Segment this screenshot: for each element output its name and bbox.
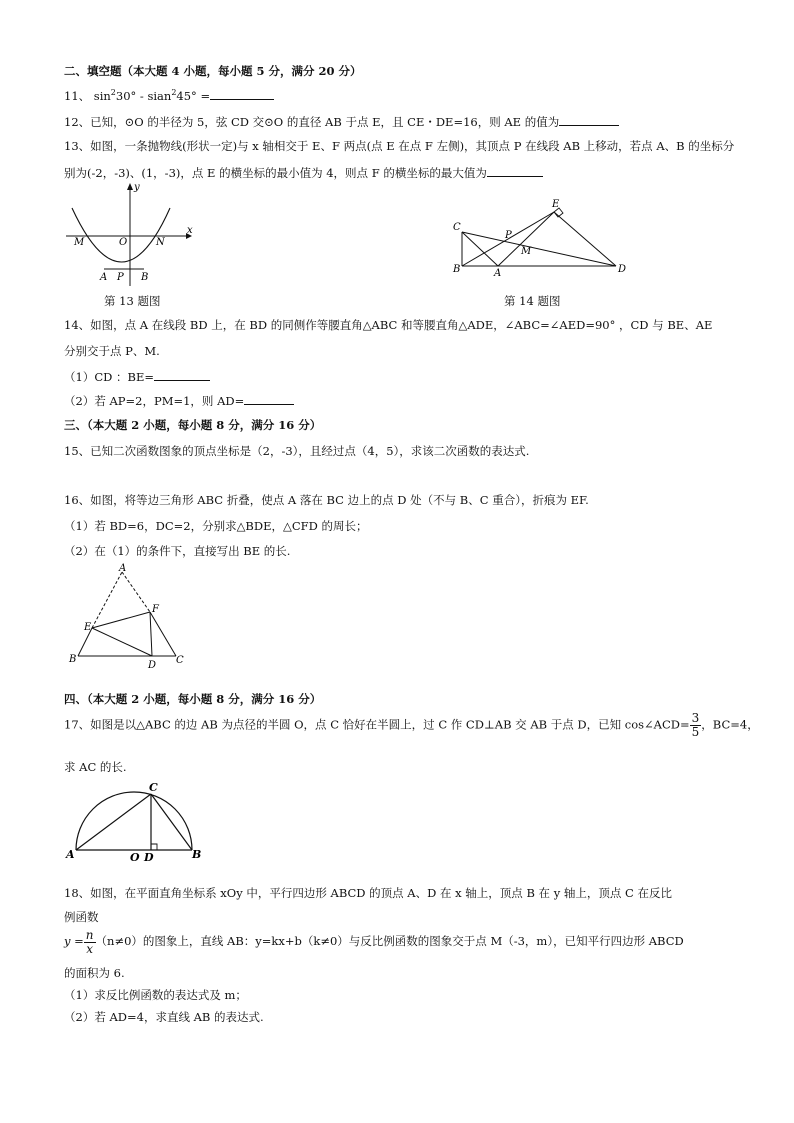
fig13-label-B: B	[141, 272, 149, 283]
fig14-label-C: C	[453, 222, 461, 233]
q14-sub-2-blank[interactable]	[244, 393, 294, 405]
fig14-label-E: E	[552, 199, 560, 210]
question-12	[64, 114, 619, 129]
fig13-label-x: x	[187, 225, 193, 236]
q16-sub-2: （2）在（1）的条件下，直接写出 BE 的长.	[64, 544, 291, 558]
q14-line-1: 14、如图，点 A 在线段 BD 上，在 BD 的同侧作等腰直角△ABC 和等腰直角△ADE，∠ABC=∠AED=90° ，CD 与 BE、AE	[64, 318, 713, 332]
q16-sub-1: （1）若 BD=6，DC=2，分别求△BDE，△CFD 的周长；	[64, 519, 368, 533]
figure-13-caption: 第 13 题图	[104, 294, 161, 308]
fig17-label-O: O	[130, 851, 140, 862]
fig16-label-E: E	[84, 622, 92, 633]
q13-line-2: 别为(-2，-3)、(1，-3)，点 E 的横坐标的最小值为 4，则点 F 的横坐标的最大值为	[64, 166, 487, 180]
q17-line-2: 求 AC 的长.	[64, 760, 127, 774]
fig13-label-P: P	[117, 272, 124, 283]
q18-line-1: 18、如图，在平面直角坐标系 xOy 中，平行四边形 ABCD 的顶点 A、D 在 x 轴上，顶点 B 在 y 轴上，顶点 C 在反比	[64, 886, 672, 900]
q17-line-1-wrap	[64, 712, 759, 739]
q13-answer-blank[interactable]	[487, 165, 543, 177]
fig13-label-y: y	[134, 182, 140, 193]
q11-suffix: 45° =	[176, 89, 211, 103]
fig14-label-P: P	[505, 230, 512, 241]
q13-line-1: 13、如图，一条抛物线(形状一定)与 x 轴相交于 E、F 两点(点 E 在点 F 左侧)，其顶点 P 在线段 AB 上移动，若点 A、B 的坐标分	[64, 139, 735, 153]
q14-sub-2-wrap	[64, 393, 294, 408]
q18-formula-den: x	[86, 941, 94, 956]
q18-formula-fraction	[84, 929, 96, 956]
figure-14-caption: 第 14 题图	[504, 294, 561, 308]
fig13-label-N: N	[156, 237, 165, 248]
q17-after-fraction: ，BC=4，	[701, 717, 759, 732]
fig14-label-D: D	[618, 264, 627, 275]
fig17-label-B: B	[192, 848, 202, 861]
fig16-label-C: C	[176, 655, 184, 666]
fig17-label-D: D	[144, 851, 154, 862]
q17-frac-num: 3	[691, 711, 700, 725]
q12-answer-blank[interactable]	[559, 114, 619, 126]
q14-line-2: 分别交于点 P、M.	[64, 344, 160, 358]
q13-line-2-wrap	[64, 165, 543, 180]
q11-mid: 30° - sian	[115, 89, 172, 103]
fig14-label-A: A	[494, 268, 502, 278]
fig17-label-A: A	[66, 848, 75, 861]
fig16-label-D: D	[148, 660, 157, 670]
fig13-label-M: M	[74, 237, 85, 248]
q18-line-3: （n≠0）的图象上，直线 AB：y=kx+b（k≠0）与反比例函数的图象交于点 M（-3，m），已知平行四边形 ABCD	[95, 934, 684, 948]
figure-17-semicircle	[64, 780, 204, 862]
section-4-title: 四、（本大题 2 小题，每小题 8 分，满分 16 分）	[64, 692, 322, 706]
fig13-label-A: A	[100, 272, 108, 283]
section-3-title: 三、（本大题 2 小题，每小题 8 分，满分 16 分）	[64, 418, 322, 432]
figure-14-triangles	[448, 196, 638, 278]
question-11	[64, 88, 274, 103]
q17-frac-den: 5	[691, 725, 700, 739]
q11-prefix: 11、 sin	[64, 89, 111, 103]
figure-16-folded-triangle	[64, 562, 192, 670]
q12-text: 12、已知，⊙O 的半径为 5，弦 CD 交⊙O 的直径 AB 于点 E，且 CE・DE=16，则 AE 的值为	[64, 115, 560, 129]
q17-line-1: 17、如图是以△ABC 的边 AB 为点径的半圆 O，点 C 恰好在半圆上，过 C 作 CD⊥AB 交 AB 于点 D，已知 cos∠ACD=	[64, 717, 690, 732]
q11-sup-2: 2	[171, 88, 177, 98]
q17-fraction	[690, 712, 702, 739]
section-2-title: 二、填空题（本大题 4 小题，每小题 5 分，满分 20 分）	[64, 64, 362, 78]
figure-13-parabola	[64, 180, 194, 288]
q14-sub-1: （1）CD ：BE=	[64, 370, 154, 384]
fig13-label-O: O	[119, 237, 128, 248]
question-15: 15、已知二次函数图象的顶点坐标是（2，-3），且经过点（4，5），求该二次函数的表达式.	[64, 444, 530, 458]
q18-line-2: 例函数	[64, 910, 99, 924]
q11-sup-1: 2	[110, 88, 116, 98]
q14-sub-1-wrap	[64, 369, 210, 384]
q14-sub-1-blank[interactable]	[154, 369, 210, 381]
fig17-label-C: C	[149, 781, 158, 794]
fig16-label-B: B	[69, 654, 77, 665]
q16-line-1: 16、如图，将等边三角形 ABC 折叠，使点 A 落在 BC 边上的点 D 处（不与 B、C 重合），折痕为 EF.	[64, 493, 589, 507]
q11-answer-blank[interactable]	[210, 88, 274, 100]
fig16-label-A: A	[119, 563, 127, 574]
q18-sub-2: （2）若 AD=4，求直线 AB 的表达式.	[64, 1010, 264, 1024]
q18-formula-y: y =	[64, 934, 84, 948]
q18-line-4: 的面积为 6.	[64, 966, 125, 980]
fig16-label-F: F	[152, 604, 159, 615]
q18-sub-1: （1）求反比例函数的表达式及 m；	[64, 988, 247, 1002]
fig14-label-B: B	[453, 264, 461, 275]
q18-line-3-wrap	[64, 926, 684, 956]
q14-sub-2: （2）若 AP=2，PM=1，则 AD=	[64, 394, 245, 408]
q18-formula-num: n	[85, 927, 94, 942]
fig14-label-M: M	[521, 246, 532, 257]
